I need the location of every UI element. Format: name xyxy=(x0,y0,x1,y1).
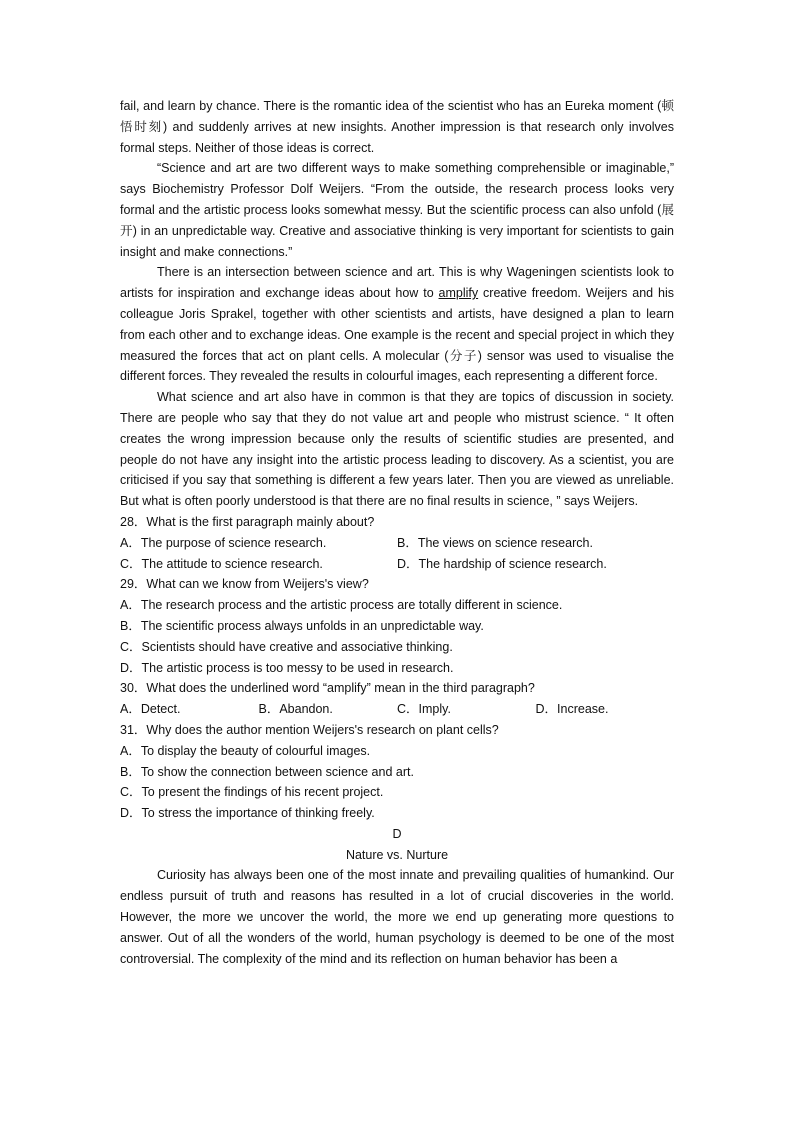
question-31-option-a: A．To display the beauty of colourful images. xyxy=(120,743,371,758)
question-31 xyxy=(120,720,674,824)
passage-c-paragraph-1: fail, and learn by chance. There is the romantic idea of the scientist who has an Eureka moment (顿悟时刻) and suddenly arrives at new insights. Another impression is that research only involves formal steps. Neither of those ideas is correct. xyxy=(120,99,674,155)
question-28-option-a: A．The purpose of science research. xyxy=(120,535,327,550)
passage-d-paragraph-1: Curiosity has always been one of the most innate and prevailing qualities of humankind. Our endless pursuit of truth and reasons has resulted in a lot of crucial discoveries in the world. However, the more we uncover the world, the more we end up generating more questions to answer. Out of all the wonders of the world, human psychology is deemed to be one of the most controversial. The complexity of the mind and its reflection on human behavior has been a xyxy=(120,868,674,966)
underlined-word-amplify: amplify xyxy=(438,286,479,301)
question-28-option-c: C．The attitude to science research. xyxy=(120,556,323,571)
question-29-option-c: C．Scientists should have creative and associative thinking. xyxy=(120,639,453,654)
passage-c-paragraph-2: “Science and art are two different ways to make something comprehensible or imaginable,” says Biochemistry Professor Dolf Weijers. “From the outside, the research process looks very formal and the artistic process looks somewhat messy. But the scientific process can also unfold (展开) in an unpredictable way. Creative and associative thinking is very important for scientists to gain insight and make connections.” xyxy=(120,161,674,259)
question-28-option-b: B．The views on science research. xyxy=(397,535,593,550)
question-29-option-b: B．The scientific process always unfolds in an unpredictable way. xyxy=(120,618,484,633)
paragraph-3-text-after: creative freedom. Weijers and his colleague Joris Sprakel, together with other scientists and artists, have designed a plan to learn from each other and to exchange ideas. One example is the recent and special project in which they measured the forces that act on plant cells. A molecular (分子) sensor was used to visualise the different forces. They revealed the results in colourful images, each representing a different force. xyxy=(120,286,674,384)
question-30 xyxy=(120,678,674,720)
question-28-option-d: D．The hardship of science research. xyxy=(397,556,607,571)
question-30-option-c: C．Imply. xyxy=(397,702,451,717)
passage-c-paragraph-4: What science and art also have in common is that they are topics of discussion in society. There are people who say that they do not value art and people who mistrust science. “ It often creates the wrong impression because only the results of scientific studies are presented, and people do not have any insight into the artistic process leading to discovery. As a scientist, you are criticised if you say that something is different a few years later. Then you are viewed as unreliable. But what is often poorly understood is that there are no final results in science, ” says Weijers. xyxy=(120,390,674,509)
paragraph-3-text-before: There is an intersection between science and art. This is why Wageningen scientists look to artists for inspiration and exchange ideas about how to xyxy=(120,265,674,301)
question-29 xyxy=(120,574,674,678)
question-28-options-row-2 xyxy=(120,554,674,575)
question-29-option-a: A．The research process and the artistic process are totally different in science. xyxy=(120,598,563,613)
passage-d-title: Nature vs. Nurture xyxy=(345,847,449,862)
question-30-option-d: D．Increase. xyxy=(535,702,609,717)
passage-d-letter: D xyxy=(392,826,402,841)
question-28-options-row-1 xyxy=(120,533,674,554)
question-31-option-c: C．To present the findings of his recent project. xyxy=(120,785,384,800)
question-28 xyxy=(120,512,674,574)
question-30-option-b: B．Abandon. xyxy=(258,702,333,717)
question-30-options-row xyxy=(120,699,674,720)
question-31-option-d: D．To stress the importance of thinking freely. xyxy=(120,806,375,821)
question-28-stem: 28．What is the first paragraph mainly about? xyxy=(120,514,375,529)
question-29-stem: 29．What can we know from Weijers's view? xyxy=(120,577,369,592)
question-29-option-d: D．The artistic process is too messy to be used in research. xyxy=(120,660,454,675)
question-31-stem: 31．Why does the author mention Weijers's research on plant cells? xyxy=(120,722,499,737)
question-30-stem: 30．What does the underlined word “amplify” mean in the third paragraph? xyxy=(120,681,535,696)
passage-c-paragraph-3 xyxy=(120,262,674,387)
document-page xyxy=(120,96,674,969)
question-31-option-b: B．To show the connection between science and art. xyxy=(120,764,414,779)
question-30-option-a: A．Detect. xyxy=(120,702,181,717)
